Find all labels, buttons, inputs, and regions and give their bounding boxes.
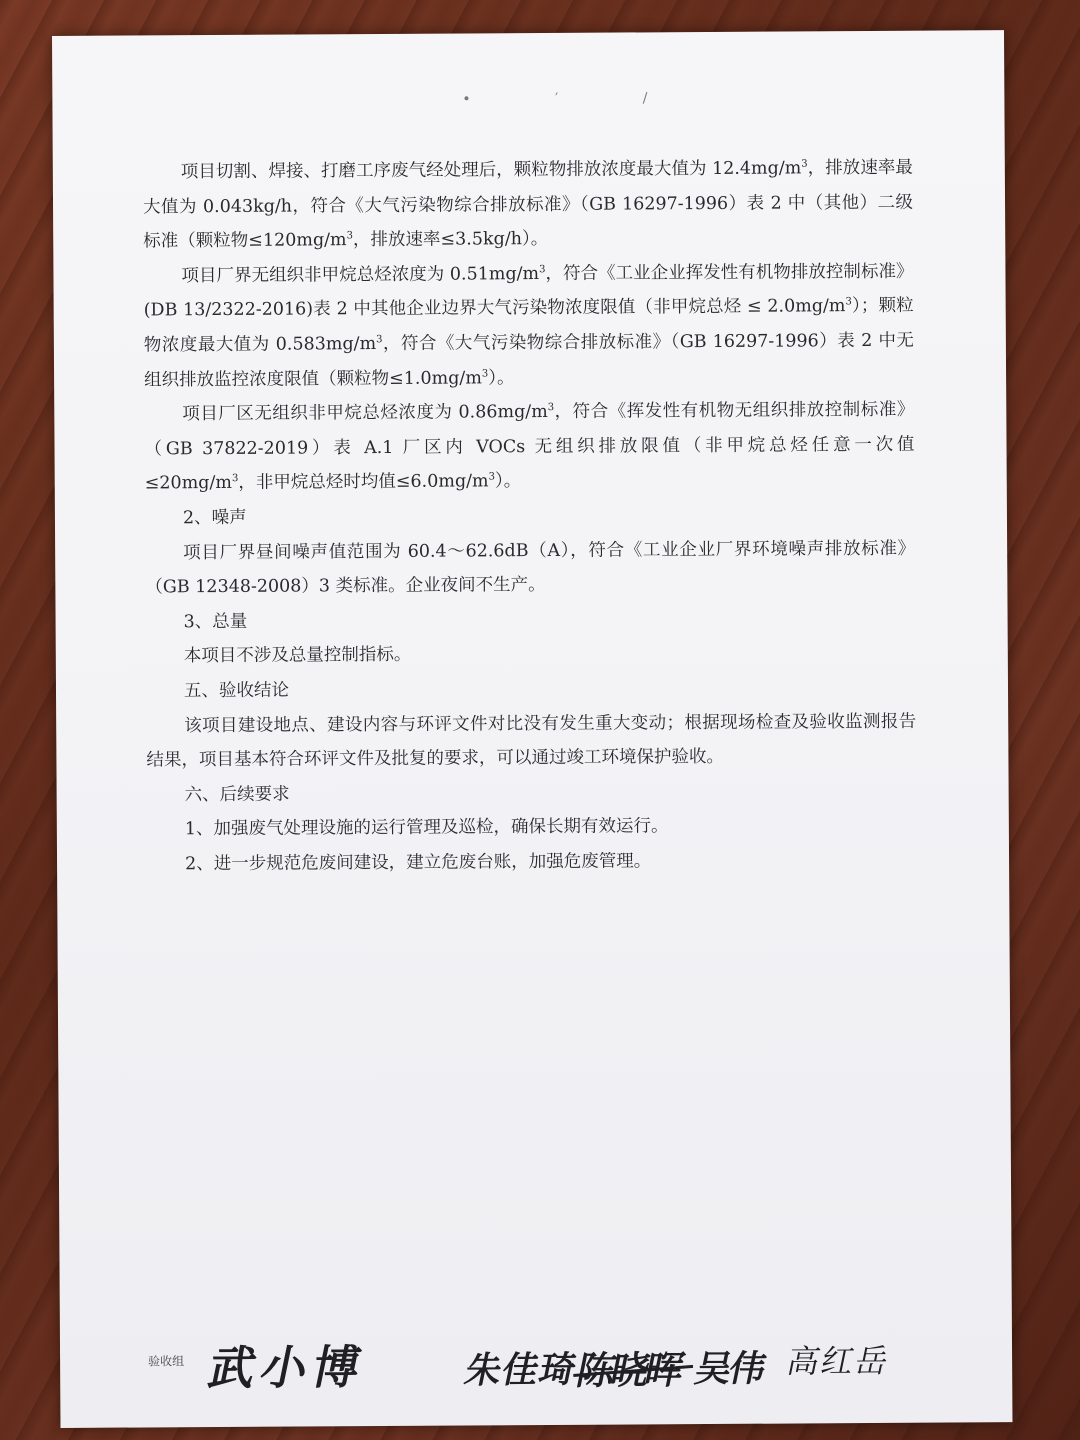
paragraph-exhaust-treatment: 项目切割、焊接、打磨工序废气经处理后，颗粒物排放浓度最大值为 $12.4mg/m^3$，排放速率最大值为 0.043kg/h，符合《大气污染物综合排放标准》（GB 16297-1996）表 2 中（其他）二级标准（颗粒物$\le 120mg/m^3$，排放速率≤3.5kg/h）。	[142, 157, 914, 252]
document-page	[52, 30, 1012, 1428]
noise-paragraph: 项目厂界昼间噪声值范围为 60.4～62.6dB（A），符合《工业企业厂界环境噪声排放标准》（GB 12348-2008）3 类标准。企业夜间不生产。	[145, 538, 916, 598]
conclusion-paragraph: 该项目建设地点、建设内容与环评文件对比没有发生重大变动；根据现场检查及验收监测报告结果，项目基本符合环评文件及批复的要求，可以通过竣工环境保护验收。	[146, 711, 917, 771]
noise-heading: 2、噪声	[182, 507, 247, 529]
signature: 高红岳	[783, 1341, 894, 1381]
total-paragraph: 本项目不涉及总量控制指标。	[183, 645, 412, 667]
signature: 陈晓晖	[572, 1348, 684, 1393]
document-body	[143, 151, 917, 882]
signature-area	[148, 1316, 949, 1411]
total-heading: 3、总量	[183, 611, 248, 632]
followup-heading: 六、后续要求	[184, 784, 290, 805]
signature-label: 验收组	[148, 1354, 185, 1369]
conclusion-heading: 五、验收结论	[183, 680, 290, 702]
top-marks: • ′ /	[462, 90, 688, 108]
paragraph-factory-emissions: 项目厂区无组织非甲烷总烃浓度为 $0.86mg/m^3$，符合《挥发性有机物无组织排放控制标准》（GB 37822-2019）表 A.1 厂区内 VOCs 无组织排放限值（非甲烷总烃任意一次值$\le 20mg/m^3$，非甲烷总烃时均值$\le 6.0mg/m^3$）。	[144, 399, 915, 494]
paragraph-boundary-emissions: 项目厂界无组织非甲烷总烃浓度为 $0.51mg/m^3$，符合《工业企业挥发性有机物排放控制标准》(DB 13/2322-2016)表 2 中其他企业边界大气污染物浓度限值（非甲烷总烃 ≤ $2.0mg/m^3$）；颗粒物浓度最大值为 $0.583mg/m^3$，符合《大气污染物综合排放标准》（GB 16297-1996）表 2 中无组织排放监控浓度限值（颗粒物$\le 1.0mg/m^3$）。	[143, 261, 914, 391]
followup-item: 1、加强废气处理设施的运行管理及巡检，确保长期有效运行。	[184, 816, 669, 840]
signature: 武小博	[203, 1340, 372, 1396]
signature: 朱佳琦	[461, 1349, 581, 1392]
followup-item: 2、进一步规范危废间建设，建立危废台账，加强危废管理。	[184, 851, 652, 875]
signature: 吴伟	[691, 1348, 768, 1391]
